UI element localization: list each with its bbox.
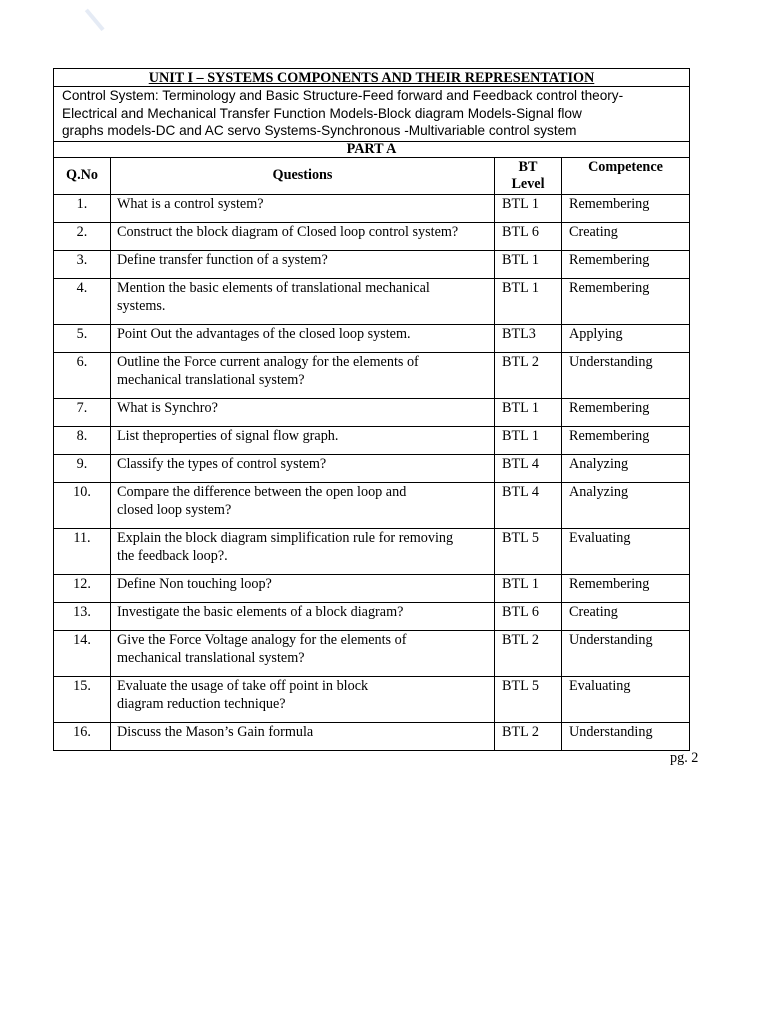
header-competence: Competence (562, 157, 690, 194)
question-text (111, 222, 495, 250)
question-text (111, 324, 495, 352)
header-bt-level (495, 157, 562, 194)
header-bt-line2: Level (511, 175, 545, 192)
question-number: 12. (54, 574, 111, 602)
competence: Remembering (562, 574, 690, 602)
question-line: diagram reduction technique? (117, 695, 286, 712)
question-line: Give the Force Voltage analogy for the elements of (117, 631, 407, 648)
watermark (85, 0, 135, 31)
bt-level: BTL3 (495, 324, 562, 352)
question-line: the feedback loop?. (117, 547, 228, 564)
table-row (54, 324, 690, 352)
question-text (111, 528, 495, 574)
table-row (54, 528, 690, 574)
bt-level: BTL 1 (495, 250, 562, 278)
question-number: 2. (54, 222, 111, 250)
question-line: systems. (117, 297, 166, 314)
unit-title: UNIT I – SYSTEMS COMPONENTS AND THEIR REPRESENTATION (54, 69, 690, 87)
competence: Analyzing (562, 482, 690, 528)
header-qno: Q.No (54, 157, 111, 194)
question-list (54, 194, 690, 750)
question-text (111, 676, 495, 722)
table-row (54, 676, 690, 722)
question-line: Outline the Force current analogy for the elements of (117, 353, 419, 370)
competence: Evaluating (562, 676, 690, 722)
question-line: Compare the difference between the open loop and (117, 483, 407, 500)
question-number: 10. (54, 482, 111, 528)
competence: Creating (562, 222, 690, 250)
competence: Understanding (562, 630, 690, 676)
table-row (54, 602, 690, 630)
question-text (111, 574, 495, 602)
competence: Applying (562, 324, 690, 352)
question-text (111, 602, 495, 630)
question-table (53, 68, 690, 751)
question-text (111, 454, 495, 482)
question-line: closed loop system? (117, 501, 232, 518)
competence: Creating (562, 602, 690, 630)
question-number: 8. (54, 426, 111, 454)
question-number: 3. (54, 250, 111, 278)
competence: Remembering (562, 398, 690, 426)
table-row (54, 398, 690, 426)
question-line: What is a control system? (117, 195, 264, 212)
question-line: Discuss the Mason’s Gain formula (117, 723, 314, 740)
header-questions: Questions (111, 157, 495, 194)
syllabus (54, 87, 690, 142)
competence: Remembering (562, 278, 690, 324)
question-text (111, 630, 495, 676)
table-row (54, 722, 690, 750)
question-number: 11. (54, 528, 111, 574)
question-number: 15. (54, 676, 111, 722)
question-number: 5. (54, 324, 111, 352)
question-number: 14. (54, 630, 111, 676)
question-line: mechanical translational system? (117, 649, 305, 666)
syllabus-line: Control System: Terminology and Basic Structure-Feed forward and Feedback control theory- (62, 88, 624, 103)
table-row (54, 454, 690, 482)
question-line: Define Non touching loop? (117, 575, 272, 592)
question-number: 1. (54, 194, 111, 222)
bt-level: BTL 1 (495, 278, 562, 324)
syllabus-line: Electrical and Mechanical Transfer Function Models-Block diagram Models-Signal flow (62, 105, 582, 121)
competence: Understanding (562, 722, 690, 750)
question-line: Explain the block diagram simplification rule for removing (117, 529, 454, 546)
bt-level: BTL 1 (495, 398, 562, 426)
table-row (54, 426, 690, 454)
bt-level: BTL 2 (495, 630, 562, 676)
competence: Understanding (562, 352, 690, 398)
syllabus-line: graphs models-DC and AC servo Systems-Synchronous -Multivariable control system (62, 123, 577, 138)
bt-level: BTL 4 (495, 454, 562, 482)
competence: Remembering (562, 426, 690, 454)
question-line: Define transfer function of a system? (117, 251, 328, 268)
question-text (111, 722, 495, 750)
question-line: Investigate the basic elements of a block diagram? (117, 603, 404, 620)
competence: Analyzing (562, 454, 690, 482)
question-text (111, 278, 495, 324)
table-row (54, 482, 690, 528)
bt-level: BTL 1 (495, 574, 562, 602)
question-text (111, 194, 495, 222)
header-row (54, 157, 690, 194)
table-row (54, 630, 690, 676)
bt-level: BTL 6 (495, 222, 562, 250)
bt-level: BTL 4 (495, 482, 562, 528)
question-line: List theproperties of signal flow graph. (117, 427, 339, 444)
bt-level: BTL 6 (495, 602, 562, 630)
question-line: Point Out the advantages of the closed loop system. (117, 325, 411, 342)
bt-level: BTL 1 (495, 426, 562, 454)
competence: Remembering (562, 194, 690, 222)
table-row (54, 278, 690, 324)
question-number: 7. (54, 398, 111, 426)
question-text (111, 250, 495, 278)
table-row (54, 574, 690, 602)
competence: Evaluating (562, 528, 690, 574)
question-line: Evaluate the usage of take off point in block (117, 677, 369, 694)
competence: Remembering (562, 250, 690, 278)
question-text (111, 398, 495, 426)
question-text (111, 426, 495, 454)
bt-level: BTL 2 (495, 352, 562, 398)
table-row (54, 222, 690, 250)
table-row (54, 250, 690, 278)
question-line: What is Synchro? (117, 399, 218, 416)
question-number: 6. (54, 352, 111, 398)
question-line: Construct the block diagram of Closed loop control system? (117, 223, 459, 240)
bt-level: BTL 2 (495, 722, 562, 750)
bt-level: BTL 1 (495, 194, 562, 222)
question-number: 13. (54, 602, 111, 630)
question-number: 9. (54, 454, 111, 482)
question-line: Mention the basic elements of translational mechanical (117, 279, 430, 296)
question-text (111, 482, 495, 528)
bt-level: BTL 5 (495, 528, 562, 574)
page-number: pg. 2 (670, 750, 699, 766)
question-line: Classify the types of control system? (117, 455, 327, 472)
part-label: PART A (54, 141, 690, 157)
question-number: 4. (54, 278, 111, 324)
question-number: 16. (54, 722, 111, 750)
table-row (54, 352, 690, 398)
question-line: mechanical translational system? (117, 371, 305, 388)
bt-level: BTL 5 (495, 676, 562, 722)
table-row (54, 194, 690, 222)
header-bt-line1: BT (518, 158, 538, 175)
question-text (111, 352, 495, 398)
